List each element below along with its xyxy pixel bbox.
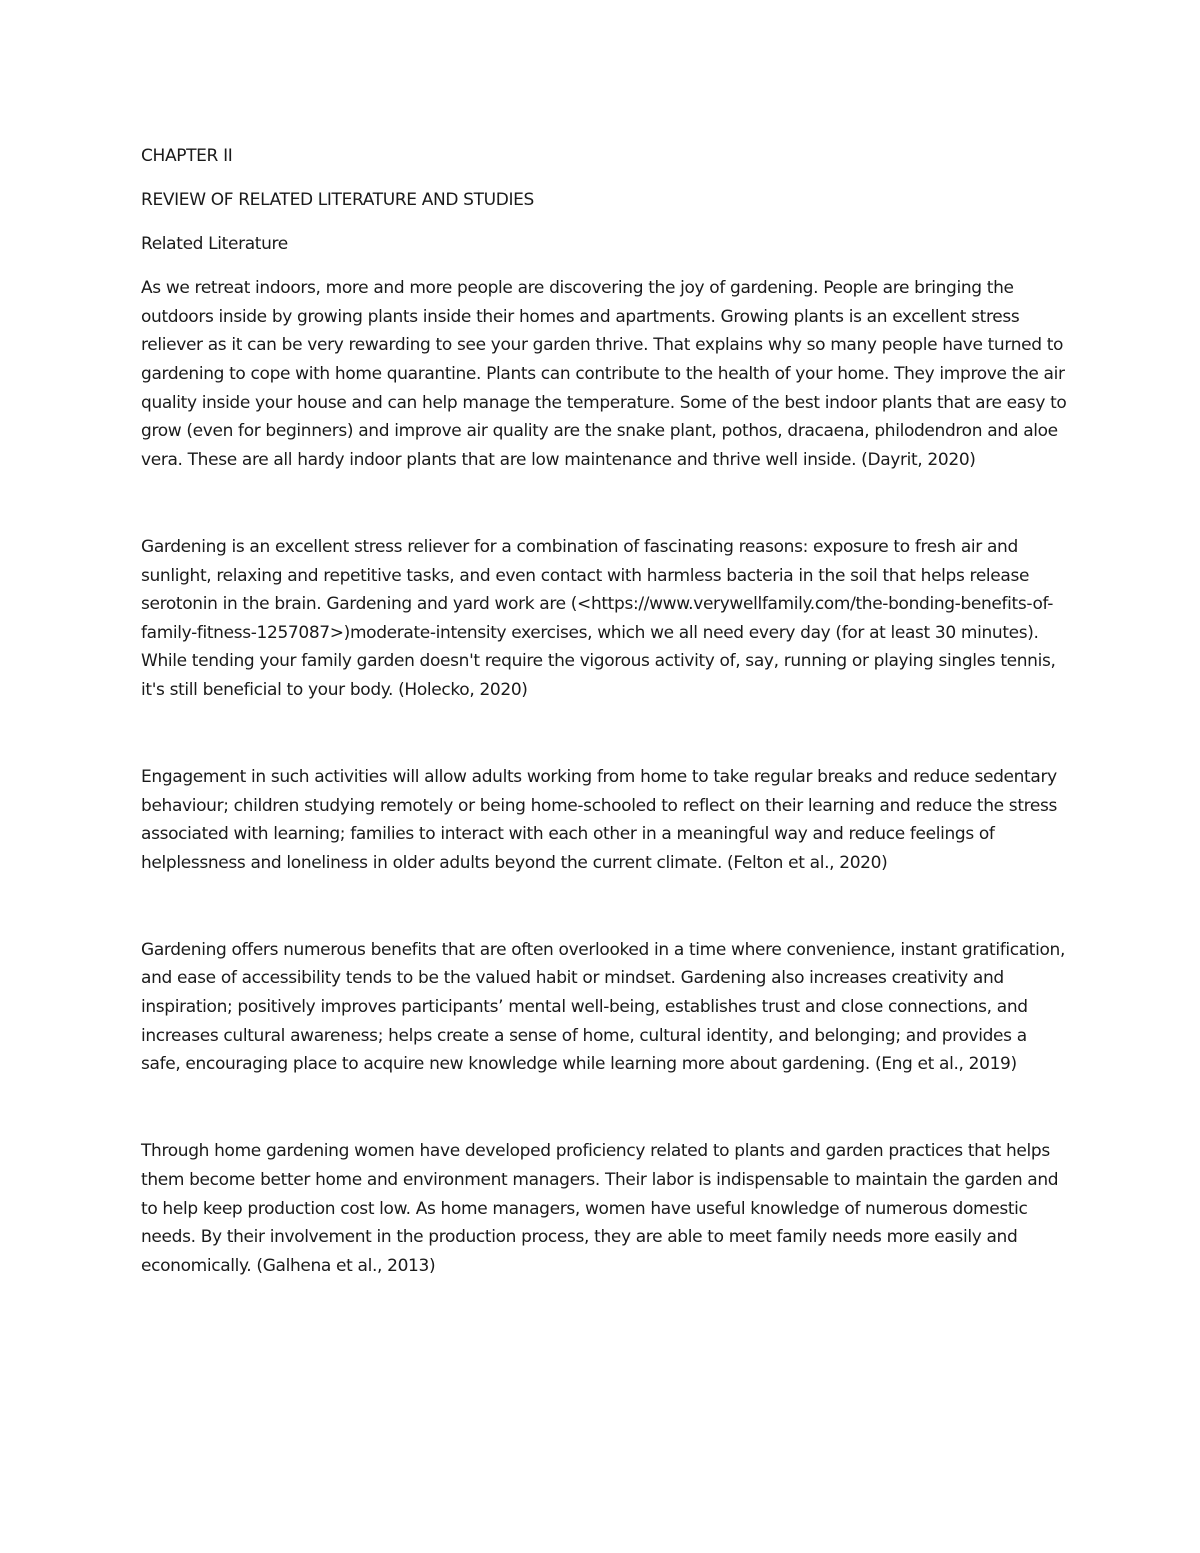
chapter-number: CHAPTER II [141,146,233,166]
paragraph-felton: Engagement in such activities will allow adults working from home to take regular breaks and reduce sedentary behaviour; children studying remotely or being home-schooled to reflect on their learning and reduce the stress associated with learning; families to interact with each other in a meaningful way and reduce feelings of helplessness and loneliness in older adults beyond the current climate. (Felton et al., 2020) [141,767,1058,873]
paragraph-dayrit: As we retreat indoors, more and more people are discovering the joy of gardening. People are bringing the outdoors inside by growing plants inside their homes and apartments. Growing plants is an excellent stress reliever as it can be very rewarding to see your garden thrive. That explains why so many people have turned to gardening to cope with home quarantine. Plants can contribute to the health of your home. They improve the air quality inside your house and can help manage the temperature. Some of the best indoor plants that are easy to grow (even for beginners) and improve air quality are the snake plant, pothos, dracaena, philodendron and aloe vera. These are all hardy indoor plants that are low maintenance and thrive well inside. (Dayrit, 2020) [141,278,1067,470]
paragraph-holecko: Gardening is an excellent stress reliever for a combination of fascinating reasons: exposure to fresh air and sunlight, relaxing and repetitive tasks, and even contact with harmless bacteria in the soil that helps release serotonin in the brain. Gardening and yard work are (<https://www.verywellfamily.com/the-bonding-benefits-of-family-fitness-1257087>)moderate-intensity exercises, which we all need every day (for at least 30 minutes). While tending your family garden doesn't require the vigorous activity of, say, running or playing singles tennis, it's still beneficial to your body. (Holecko, 2020) [141,536,1056,700]
paragraph-eng: Gardening offers numerous benefits that are often overlooked in a time where convenience, instant gratification, and ease of accessibility tends to be the valued habit or mindset. Gardening also increases creativity and inspiration; positively improves participants’ mental well-being, establishes trust and close connections, and increases cultural awareness; helps create a sense of home, cultural identity, and belonging; and provides a safe, encouraging place to acquire new knowledge while learning more about gardening. (Eng et al., 2019) [141,939,1065,1075]
document-body [141,142,1071,1280]
chapter-title: REVIEW OF RELATED LITERATURE AND STUDIES [141,190,534,211]
paragraph-spacer [141,877,1071,936]
paragraph-spacer [141,705,1071,764]
paragraph-galhena: Through home gardening women have developed proficiency related to plants and garden practices that helps them become better home and environment managers. Their labor is indispensable to maintain the garden and to help keep production cost low. As home managers, women have useful knowledge of numerous domestic needs. By their involvement in the production process, they are able to meet family needs more easily and economically. (Galhena et al., 2013) [141,1141,1059,1276]
section-heading: Related Literature [141,234,288,255]
paragraph-spacer [141,474,1071,533]
paragraph-spacer [141,1079,1071,1138]
